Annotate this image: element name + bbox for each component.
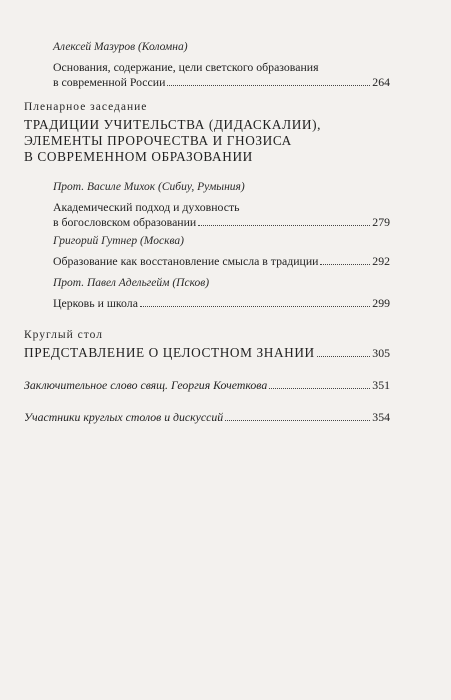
entry-title-line: Образование как восстановление смысла в традиции xyxy=(53,254,319,268)
dot-leader xyxy=(167,85,370,86)
toc-entry xyxy=(53,276,390,311)
toc-entry xyxy=(24,378,390,393)
section-title xyxy=(24,117,321,165)
page-number: 299 xyxy=(372,296,390,310)
entry-title: Заключительное слово свящ. Георгия Кочеткова xyxy=(24,378,268,392)
page-number: 279 xyxy=(372,215,390,229)
toc-entry xyxy=(24,410,390,425)
entry-title-line: Академический подход и духовность xyxy=(53,200,240,214)
session-label: Круглый стол xyxy=(24,329,103,341)
entry-author: Прот. Павел Адельгейм (Псков) xyxy=(53,277,210,289)
dot-leader xyxy=(140,306,370,307)
entry-author: Прот. Василе Михок (Сибиу, Румыния) xyxy=(53,181,245,193)
page-number: 264 xyxy=(372,75,390,89)
dot-leader xyxy=(320,264,370,265)
toc-entry xyxy=(24,345,390,361)
section-title: ПРЕДСТАВЛЕНИЕ О ЦЕЛОСТНОМ ЗНАНИИ xyxy=(24,345,315,360)
entry-author: Алексей Мазуров (Коломна) xyxy=(53,41,188,53)
entry-title-leader xyxy=(53,75,390,90)
toc-entry xyxy=(53,180,390,230)
toc-entry xyxy=(53,40,390,90)
page-number: 292 xyxy=(372,254,390,268)
entry-title: Участники круглых столов и дискуссий xyxy=(24,410,224,424)
entry-title-leader xyxy=(24,378,390,393)
dot-leader xyxy=(317,356,371,357)
page-number: 354 xyxy=(372,410,390,424)
section-title-line: В СОВРЕМЕННОМ ОБРАЗОВАНИИ xyxy=(24,149,253,164)
toc-entry xyxy=(53,234,390,269)
entry-title-leader xyxy=(53,254,390,269)
entry-title-line: в богословском образовании xyxy=(53,215,197,229)
section-title-line: ТРАДИЦИИ УЧИТЕЛЬСТВА (ДИДАСКАЛИИ), xyxy=(24,117,322,132)
dot-leader xyxy=(225,420,370,421)
page-number: 305 xyxy=(372,346,390,360)
entry-title-leader xyxy=(24,410,390,425)
entry-title-leader xyxy=(24,345,390,361)
session-label: Пленарное заседание xyxy=(24,101,148,113)
dot-leader xyxy=(198,225,370,226)
entry-title-leader xyxy=(53,296,390,311)
page-number: 351 xyxy=(372,378,390,392)
entry-title-line: Основания, содержание, цели светского образования xyxy=(53,60,319,74)
entry-title-line: в современной России xyxy=(53,75,166,89)
entry-title-leader xyxy=(53,215,390,230)
entry-author: Григорий Гутнер (Москва) xyxy=(53,235,184,247)
section-title-line: ЭЛЕМЕНТЫ ПРОРОЧЕСТВА И ГНОЗИСА xyxy=(24,133,292,148)
dot-leader xyxy=(269,388,370,389)
entry-title-line: Церковь и школа xyxy=(53,296,138,310)
